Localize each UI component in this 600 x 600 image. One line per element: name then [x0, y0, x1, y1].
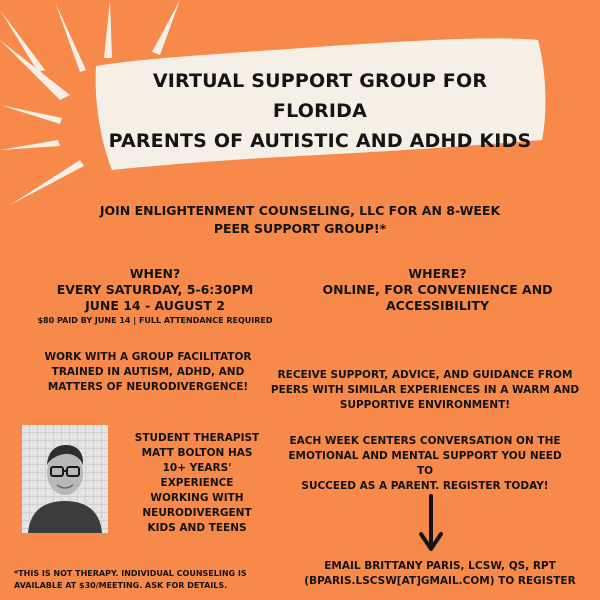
disclaimer-note: [14, 568, 254, 592]
where-line-2: ACCESSIBILITY: [385, 298, 490, 313]
contact-email: (BPARIS.LSCSW[AT]GMAIL.COM) TO REGISTER: [304, 575, 576, 587]
bio-line-7: KIDS AND TEENS: [147, 522, 247, 534]
when-heading: WHEN?: [129, 266, 181, 281]
where-line-1: ONLINE, FOR CONVENIENCE AND: [322, 282, 553, 297]
weekly-line-1: EACH WEEK CENTERS CONVERSATION ON THE: [289, 435, 561, 447]
where-section: [300, 266, 575, 314]
facilitator-line-1: WORK WITH A GROUP FACILITATOR: [44, 351, 252, 363]
bio-line-1: STUDENT THERAPIST: [134, 432, 260, 444]
facilitator-text: [28, 350, 268, 395]
contact-text: [290, 559, 590, 589]
facilitator-line-3: MATTERS OF NEURODIVERGENCE!: [47, 381, 249, 393]
bio-line-4: EXPERIENCE: [160, 477, 234, 489]
bio-line-5: WORKING WITH: [150, 492, 244, 504]
bio-line-6: NEURODIVERGENT: [142, 507, 252, 519]
weekly-line-2: EMOTIONAL AND MENTAL SUPPORT YOU NEED TO: [288, 450, 562, 477]
support-line-2: PEERS WITH SIMILAR EXPERIENCES IN A WARM AND: [270, 384, 580, 396]
support-text: [265, 368, 585, 413]
contact-line-1: EMAIL BRITTANY PARIS, LCSW, QS, RPT: [324, 560, 556, 572]
page-title: [105, 66, 535, 156]
title-line-1: VIRTUAL SUPPORT GROUP FOR FLORIDA: [152, 70, 488, 122]
arrow-down-icon: [418, 494, 444, 554]
bio-line-2: MATT BOLTON HAS: [141, 447, 253, 459]
intro-line-1: JOIN ENLIGHTENMENT COUNSELING, LLC FOR AN 8-WEEK: [99, 203, 501, 218]
title-line-2: PARENTS OF AUTISTIC AND ADHD KIDS: [108, 130, 532, 152]
when-section: [20, 266, 290, 327]
bio-line-3: 10+ YEARS': [162, 462, 232, 474]
support-line-1: RECEIVE SUPPORT, ADVICE, AND GUIDANCE FROM: [277, 369, 573, 381]
when-fee: $80 PAID BY JUNE 14 | FULL ATTENDANCE REQUIRED: [37, 316, 273, 325]
therapist-bio: [112, 431, 282, 536]
support-line-3: SUPPORTIVE ENVIRONMENT!: [339, 399, 511, 411]
note-line-1: *THIS IS NOT THERAPY. INDIVIDUAL COUNSELING IS: [14, 569, 247, 578]
intro-line-2: PEER SUPPORT GROUP!*: [213, 221, 387, 236]
when-dates: JUNE 14 - AUGUST 2: [85, 298, 225, 313]
note-line-2: AVAILABLE AT $30/MEETING. ASK FOR DETAILS.: [14, 581, 228, 590]
intro-text: [60, 202, 540, 238]
weekly-text: [280, 434, 570, 494]
weekly-line-3: SUCCEED AS A PARENT. REGISTER TODAY!: [301, 480, 549, 492]
facilitator-line-2: TRAINED IN AUTISM, ADHD, AND: [51, 366, 245, 378]
where-heading: WHERE?: [408, 266, 467, 281]
therapist-photo: [22, 425, 108, 533]
when-schedule: EVERY SATURDAY, 5-6:30PM: [56, 282, 254, 297]
